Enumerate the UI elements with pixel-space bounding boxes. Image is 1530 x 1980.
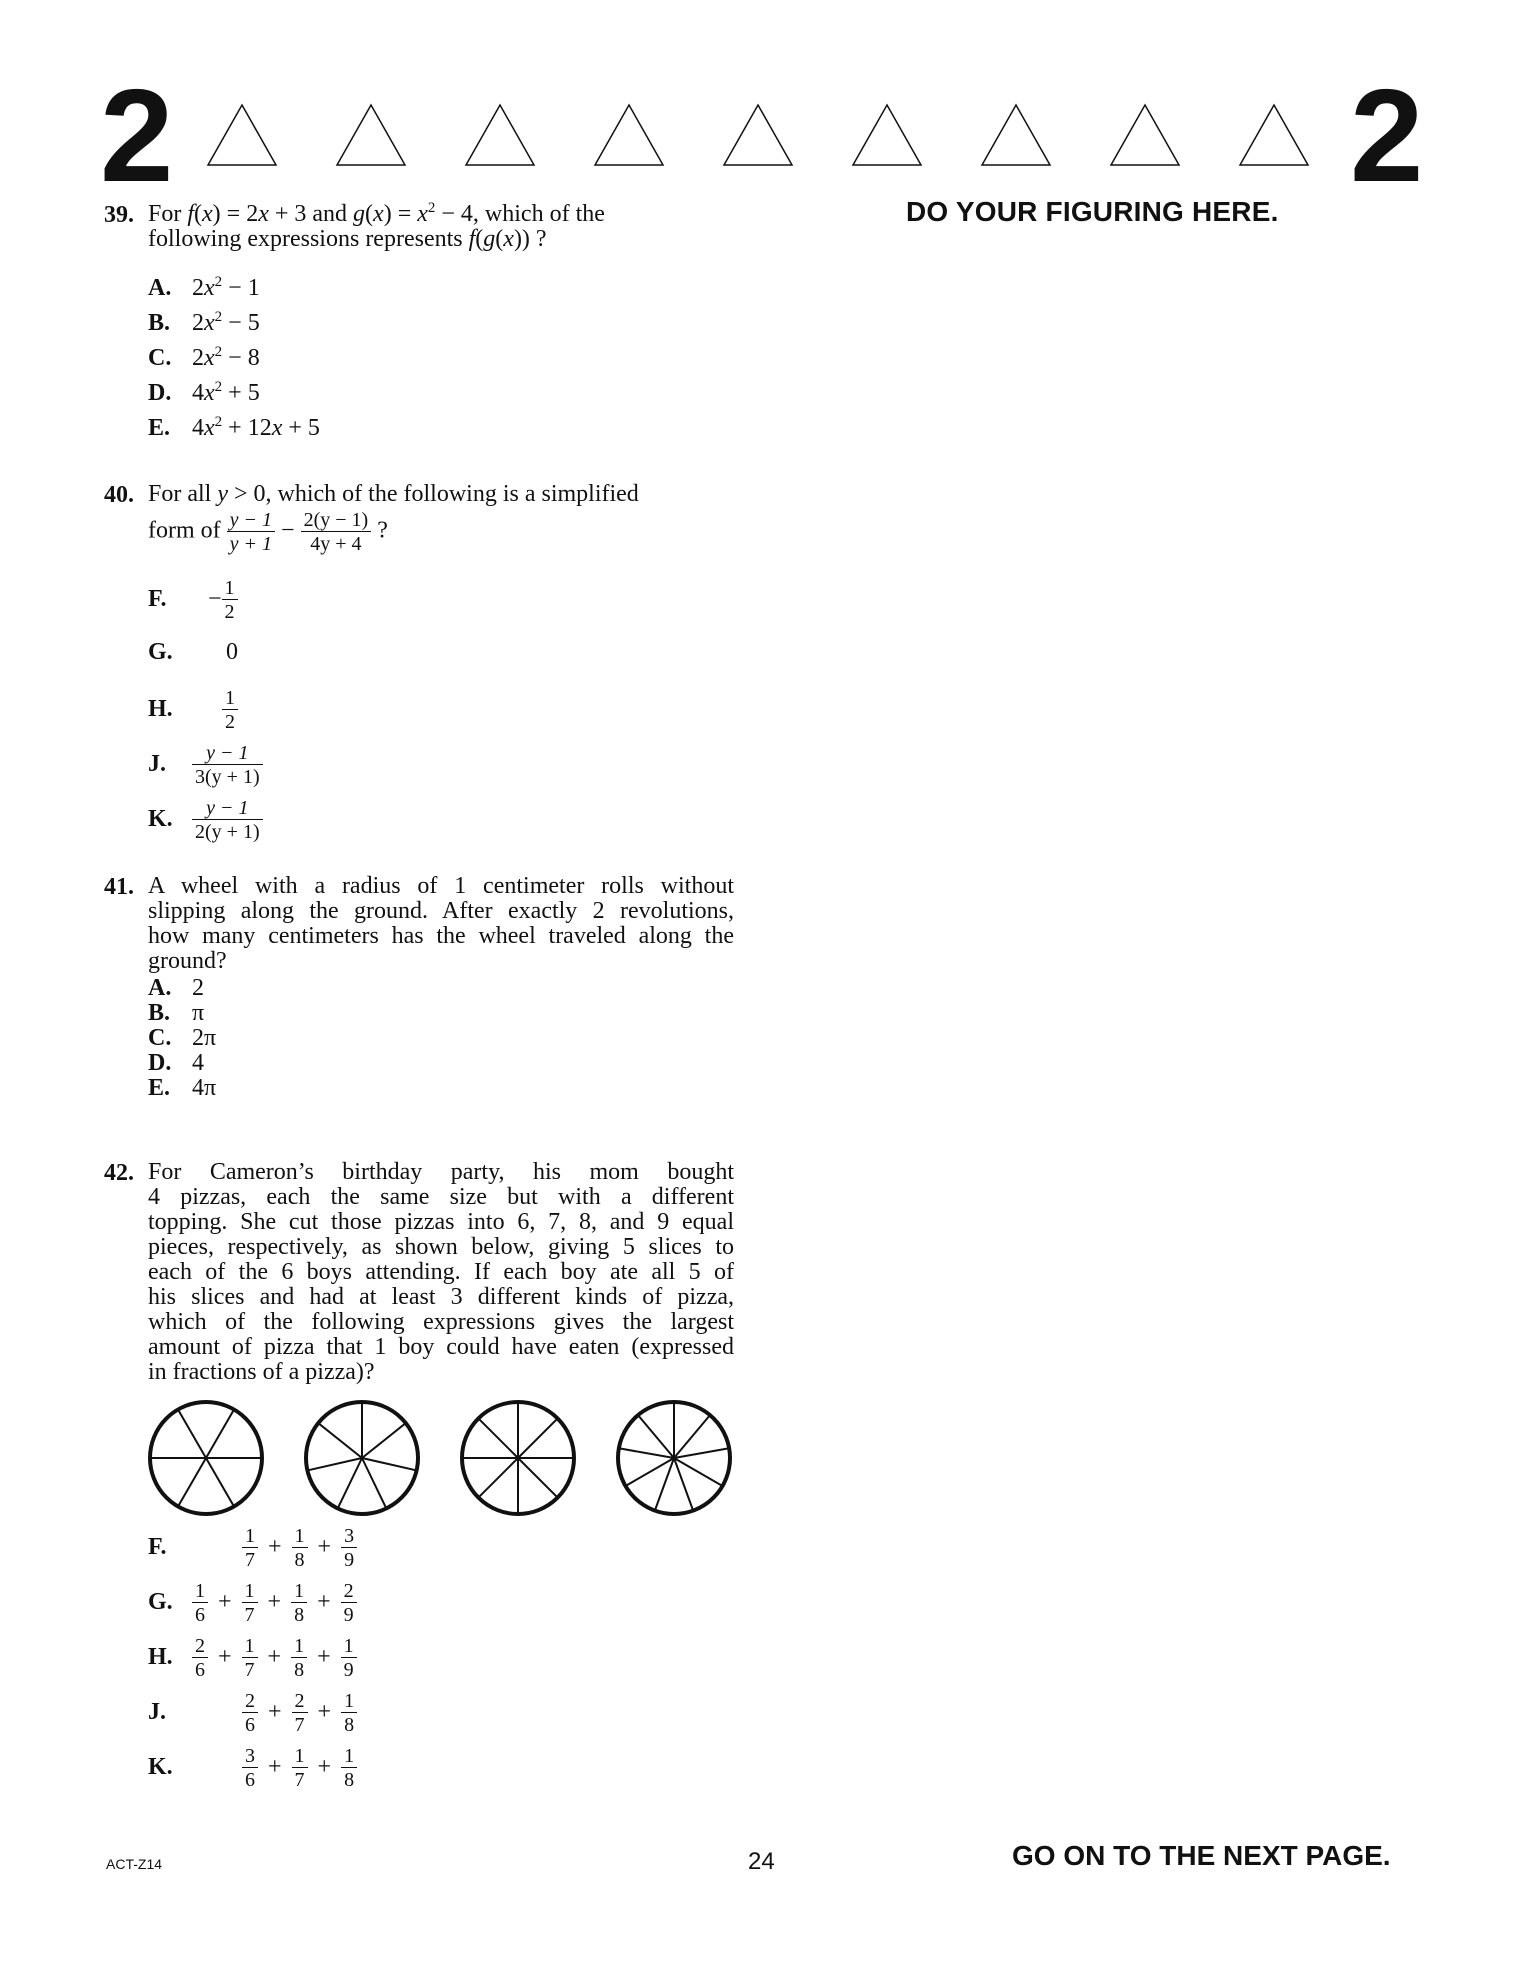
- figuring-note: DO YOUR FIGURING HERE.: [906, 196, 1279, 227]
- pizza-slice-cut: [674, 1448, 729, 1458]
- plus-sign: +: [262, 1699, 288, 1725]
- pizza-slice-cut: [178, 1410, 206, 1458]
- fraction: $\frac{y - 1}{2(y + 1)}$: [192, 798, 263, 842]
- page-header: [0, 0, 1530, 209]
- denominator: 9: [343, 1604, 354, 1626]
- numerator: 1: [291, 1581, 307, 1603]
- triangle-icon: [1109, 103, 1181, 167]
- pizza-slice-cut: [674, 1458, 693, 1511]
- fraction-sum: [242, 1691, 357, 1735]
- pizza-slice-cut: [674, 1458, 722, 1486]
- numerator: 1: [341, 1746, 357, 1768]
- pizza-slice-cut: [318, 1423, 362, 1458]
- answer-option-j[interactable]: [148, 1691, 357, 1735]
- denominator: 7: [244, 1659, 255, 1681]
- denominator: 7: [294, 1714, 305, 1736]
- question-expression: form of $\frac{y - 1}{y + 1}$ − $\frac{2(y - 1)}{4y + 4}$ ?: [148, 509, 388, 555]
- fraction: [291, 1581, 307, 1625]
- plus-sign: +: [311, 1754, 338, 1780]
- fraction: [242, 1746, 258, 1790]
- pizza-slice-cut: [362, 1458, 386, 1508]
- question-number: 39.: [104, 202, 134, 228]
- plus-sign: +: [311, 1589, 337, 1615]
- denominator: 7: [245, 1549, 255, 1571]
- pizza-slice-cut: [307, 1458, 362, 1470]
- fraction: [341, 1581, 357, 1625]
- plus-sign: +: [212, 1644, 238, 1670]
- triangle-icon: [335, 103, 407, 167]
- numerator: 1: [242, 1581, 258, 1603]
- denominator: 8: [344, 1769, 355, 1791]
- answer-option-f[interactable]: F. − $\frac{1}{2}$: [148, 578, 238, 622]
- fraction-sum: [192, 1636, 357, 1680]
- triangle-icon: [722, 103, 794, 167]
- fraction: $\frac{1}{2}$: [222, 688, 238, 732]
- triangle-icon: [206, 103, 278, 167]
- plus-sign: +: [262, 1754, 288, 1780]
- question-text: For f(x) = 2x + 3 and $g(x) = x^2 - 4$, which of the following expressions represents f(g(x)) ?: [148, 200, 605, 252]
- plus-sign: +: [212, 1589, 238, 1615]
- answer-option-e[interactable]: E. 4π: [148, 1075, 217, 1101]
- denominator: 8: [294, 1604, 305, 1626]
- next-page-note: GO ON TO THE NEXT PAGE.: [1012, 1840, 1391, 1871]
- answer-option-b[interactable]: B. $2x^2 - 5$: [148, 309, 260, 336]
- option-label: H.: [148, 1644, 173, 1670]
- pizza-slice-cut: [674, 1415, 710, 1458]
- answer-option-g[interactable]: [148, 1581, 357, 1625]
- pizza-9-slices: [618, 1402, 730, 1514]
- pizza-slice-cut: [362, 1423, 406, 1458]
- question-number: 41.: [104, 874, 134, 900]
- triangle-icon: [980, 103, 1052, 167]
- answer-option-h[interactable]: [148, 1636, 357, 1680]
- fraction: [341, 1746, 357, 1790]
- answer-option-f[interactable]: [148, 1526, 357, 1570]
- question-42: [104, 1160, 734, 1385]
- pizza-slice-cut: [655, 1458, 674, 1511]
- fraction: $\frac{1}{2}$: [222, 578, 238, 622]
- numerator: 3: [242, 1746, 258, 1768]
- pizza-slice-cut: [619, 1448, 674, 1458]
- option-label: G.: [148, 1589, 173, 1615]
- answer-option-a[interactable]: A. 2: [148, 975, 204, 1001]
- answer-option-c[interactable]: C. 2π: [148, 1025, 217, 1051]
- numerator: 2: [242, 1691, 258, 1713]
- triangle-icon: [464, 103, 536, 167]
- fraction-sum: [242, 1746, 357, 1790]
- denominator: 8: [294, 1659, 305, 1681]
- denominator: 7: [294, 1769, 305, 1791]
- form-code: ACT-Z14: [106, 1856, 163, 1872]
- pizza-6-slices: [150, 1402, 262, 1514]
- pizza-slice-cut: [206, 1410, 234, 1458]
- fraction: [292, 1691, 308, 1735]
- numerator: 1: [242, 1526, 258, 1548]
- numerator: 1: [292, 1746, 308, 1768]
- question-39: [104, 200, 734, 441]
- page-number: 24: [748, 1848, 775, 1875]
- fraction: [341, 1691, 357, 1735]
- numerator: 1: [292, 1526, 308, 1548]
- plus-sign: +: [311, 1534, 338, 1560]
- numerator: 1: [291, 1636, 307, 1658]
- numerator: 2: [192, 1636, 208, 1658]
- pizza-slice-cut: [638, 1415, 674, 1458]
- denominator: 9: [343, 1659, 354, 1681]
- answer-option-g[interactable]: G. 0: [148, 639, 238, 665]
- question-41: [104, 873, 734, 1101]
- fraction: $\frac{y - 1}{3(y + 1)}$: [192, 743, 263, 787]
- pizza-slice-cut: [478, 1458, 518, 1498]
- numerator: 1: [242, 1636, 258, 1658]
- numerator: 1: [341, 1691, 357, 1713]
- question-text: A wheel with a radius of 1 centimeter rolls without slipping along the ground. After exactly 2 revolutions, how many centimeters has the wheel traveled along the ground?: [148, 873, 734, 974]
- denominator: 8: [294, 1549, 305, 1571]
- pizza-slice-cut: [362, 1458, 417, 1470]
- question-text: For all y > 0, which of the following is a simplified: [148, 481, 639, 507]
- answer-option-k[interactable]: K. $\frac{y - 1}{2(y + 1)}$: [148, 798, 263, 842]
- pizza-slice-cut: [518, 1418, 558, 1458]
- fraction: [242, 1581, 258, 1625]
- fraction: [341, 1636, 357, 1680]
- pizza-8-slices: [462, 1402, 574, 1514]
- denominator: 7: [244, 1604, 255, 1626]
- answer-option-k[interactable]: [148, 1746, 357, 1790]
- plus-sign: +: [261, 1589, 288, 1615]
- fraction: [242, 1636, 258, 1680]
- answer-option-b[interactable]: B. π: [148, 1000, 205, 1026]
- denominator: 9: [344, 1549, 355, 1571]
- denominator: 8: [344, 1714, 355, 1736]
- answer-option-d[interactable]: D. $4x^2 + 5$: [148, 379, 260, 406]
- numerator: 1: [341, 1636, 357, 1658]
- option-label: F.: [148, 1534, 167, 1560]
- option-label: K.: [148, 1754, 173, 1780]
- answer-option-d[interactable]: D. 4: [148, 1050, 204, 1076]
- plus-sign: +: [261, 1644, 288, 1670]
- fraction: [292, 1526, 308, 1570]
- plus-sign: +: [262, 1534, 288, 1560]
- answer-option-h[interactable]: H. $\frac{1}{2}$: [148, 688, 238, 732]
- fraction-sum: [192, 1581, 357, 1625]
- answer-option-a[interactable]: A. $2x^2 - 1$: [148, 274, 260, 301]
- pizza-slice-cut: [626, 1458, 674, 1486]
- pizza-7-slices: [306, 1402, 418, 1514]
- fraction: [192, 1581, 208, 1625]
- question-number: 42.: [104, 1160, 134, 1186]
- numerator: 2: [292, 1691, 308, 1713]
- fraction: [292, 1746, 308, 1790]
- triangle-icon: [1238, 103, 1310, 167]
- question-40: [104, 481, 734, 843]
- pizza-slice-cut: [206, 1458, 234, 1506]
- plus-sign: +: [311, 1699, 338, 1725]
- fraction: $\frac{y - 1}{y + 1}$: [227, 510, 275, 554]
- answer-option-e[interactable]: E. $4x^2 + 12x + 5$: [148, 414, 320, 441]
- denominator: 6: [195, 1604, 205, 1626]
- answer-option-j[interactable]: J. $\frac{y - 1}{3(y + 1)}$: [148, 743, 263, 787]
- fraction: $\frac{2(y - 1)}{4y + 4}$: [301, 510, 372, 554]
- pizza-slice-cut: [518, 1458, 558, 1498]
- numerator: 2: [341, 1581, 357, 1603]
- triangle-icon: [593, 103, 665, 167]
- question-number: 40.: [104, 482, 134, 508]
- denominator: 6: [245, 1769, 255, 1791]
- numerator: 1: [192, 1581, 208, 1603]
- fraction: [242, 1691, 258, 1735]
- denominator: 6: [195, 1659, 205, 1681]
- question-text: For Cameron’s birthday party, his mom bought 4 pizzas, each the same size but with a different topping. She cut those pizzas into 6, 7, 8, and 9 equal pieces, respectively, as shown below, giving 5 slices to each of the 6 boys attending. If each boy ate all 5 of his slices and had at least 3 different kinds of pizza, which of the following expressions gives the largest amount of pizza that 1 boy could have eaten (expressed in fractions of a pizza)?: [148, 1159, 734, 1385]
- pizza-figures: [146, 1396, 736, 1520]
- triangle-icon: [851, 103, 923, 167]
- pizza-slice-cut: [178, 1458, 206, 1506]
- answer-option-c[interactable]: C. $2x^2 - 8$: [148, 344, 260, 371]
- pizza-slice-cut: [338, 1458, 362, 1508]
- fraction: [291, 1636, 307, 1680]
- numerator: 3: [341, 1526, 357, 1548]
- option-label: J.: [148, 1699, 166, 1725]
- fraction: [341, 1526, 357, 1570]
- fraction: [242, 1526, 258, 1570]
- fraction: [192, 1636, 208, 1680]
- section-number-right: 2: [1350, 62, 1424, 209]
- plus-sign: +: [311, 1644, 337, 1670]
- fraction-sum: [242, 1526, 357, 1570]
- pizza-slice-cut: [478, 1418, 518, 1458]
- section-number-left: 2: [100, 62, 174, 209]
- denominator: 6: [245, 1714, 255, 1736]
